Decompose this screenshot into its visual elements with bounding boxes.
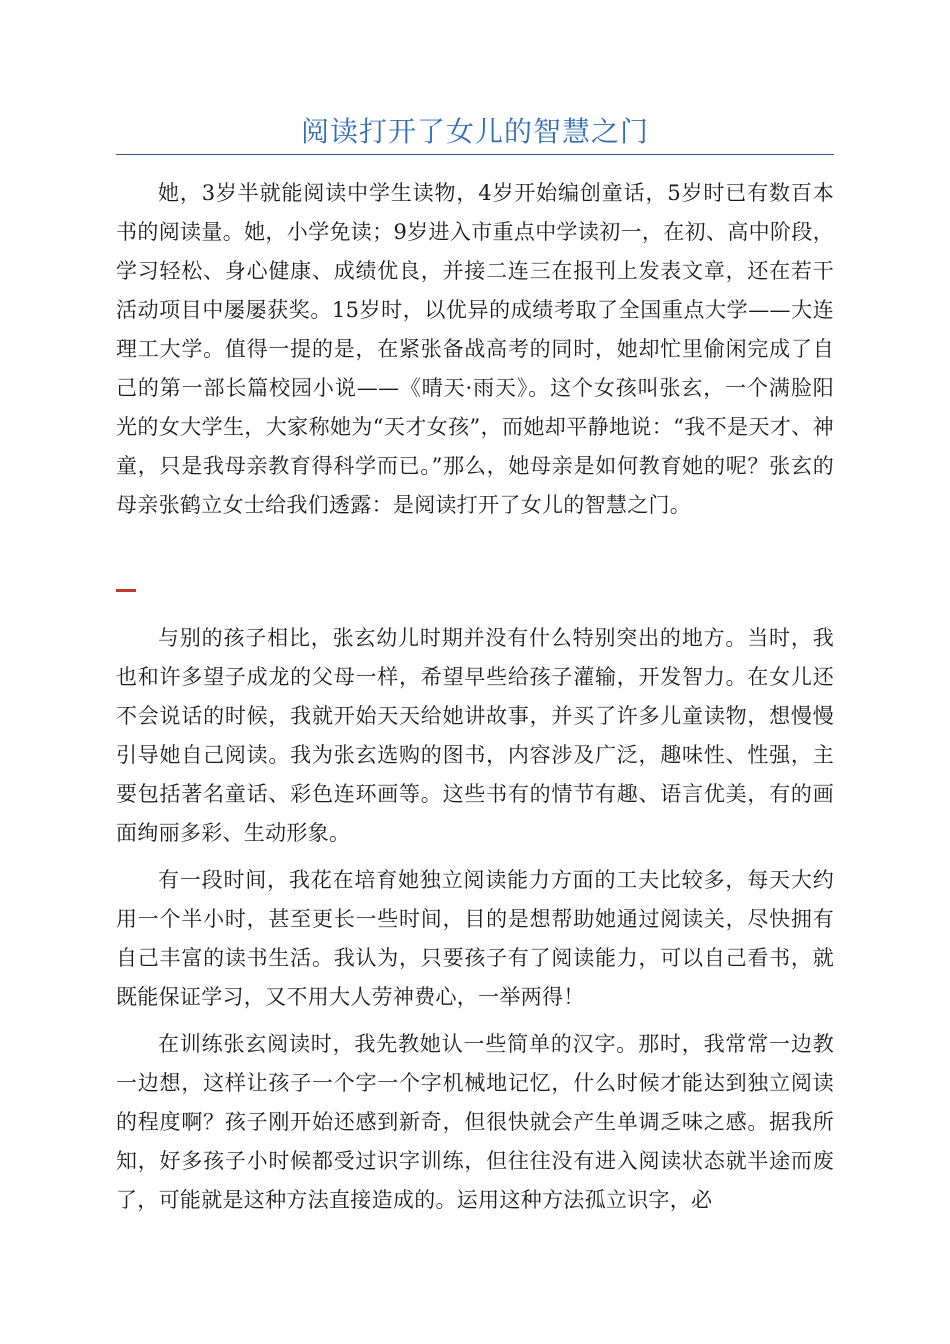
title-underline	[116, 154, 834, 155]
paragraph-2: 与别的孩子相比，张玄幼儿时期并没有什么特别突出的地方。当时，我也和许多望子成龙的父母一样，希望早些给孩子灌输，开发智力。在女儿还不会说话的时候，我就开始天天给她讲故事，并买了许多儿童读物，想慢慢引导她自己阅读。我为张玄选购的图书，内容涉及广泛，趣味性、性强，主要包括著名童话、彩色连环画等。这些书有的情节有趣、语言优美，有的画面绚丽多彩、生动形象。	[116, 626, 834, 845]
section-marker-one	[116, 589, 136, 592]
paragraph-4: 在训练张玄阅读时，我先教她认一些简单的汉字。那时，我常常一边教一边想，这样让孩子一个字一个字机械地记忆，什么时候才能达到独立阅读的程度啊？孩子刚开始还感到新奇，但很快就会产生单调乏味之感。据我所知，好多孩子小时候都受过识字训练，但往往没有进入阅读状态就半途而废了，可能就是这种方法直接造成的。运用这种方法孤立识字，必	[116, 1032, 834, 1212]
paragraph-3: 有一段时间，我花在培育她独立阅读能力方面的工夫比较多，每天大约用一个半小时，甚至更长一些时间，目的是想帮助她通过阅读关，尽快拥有自己丰富的读书生活。我认为，只要孩子有了阅读能力，可以自己看书，就既能保证学习，又不用大人劳神费心，一举两得！	[116, 868, 834, 1009]
paragraph-intro: 她，3岁半就能阅读中学生读物，4岁开始编创童话，5岁时已有数百本书的阅读量。她，小学免读；9岁进入市重点中学读初一，在初、高中阶段，学习轻松、身心健康、成绩优良，并接二连三在报刊上发表文章，还在若干活动项目中屡屡获奖。15岁时，以优异的成绩考取了全国重点大学——大连理工大学。值得一提的是，在紧张备战高考的同时，她却忙里偷闲完成了自己的第一部长篇校园小说——《晴天·雨天》。这个女孩叫张玄，一个满脸阳光的女大学生，大家称她为“天才女孩”，而她却平静地说：“我不是天才、神童，只是我母亲教育得科学而已。”那么，她母亲是如何教育她的呢？张玄的母亲张鹤立女士给我们透露：是阅读打开了女儿的智慧之门。	[116, 181, 834, 517]
document-title: 阅读打开了女儿的智慧之门	[300, 115, 649, 148]
